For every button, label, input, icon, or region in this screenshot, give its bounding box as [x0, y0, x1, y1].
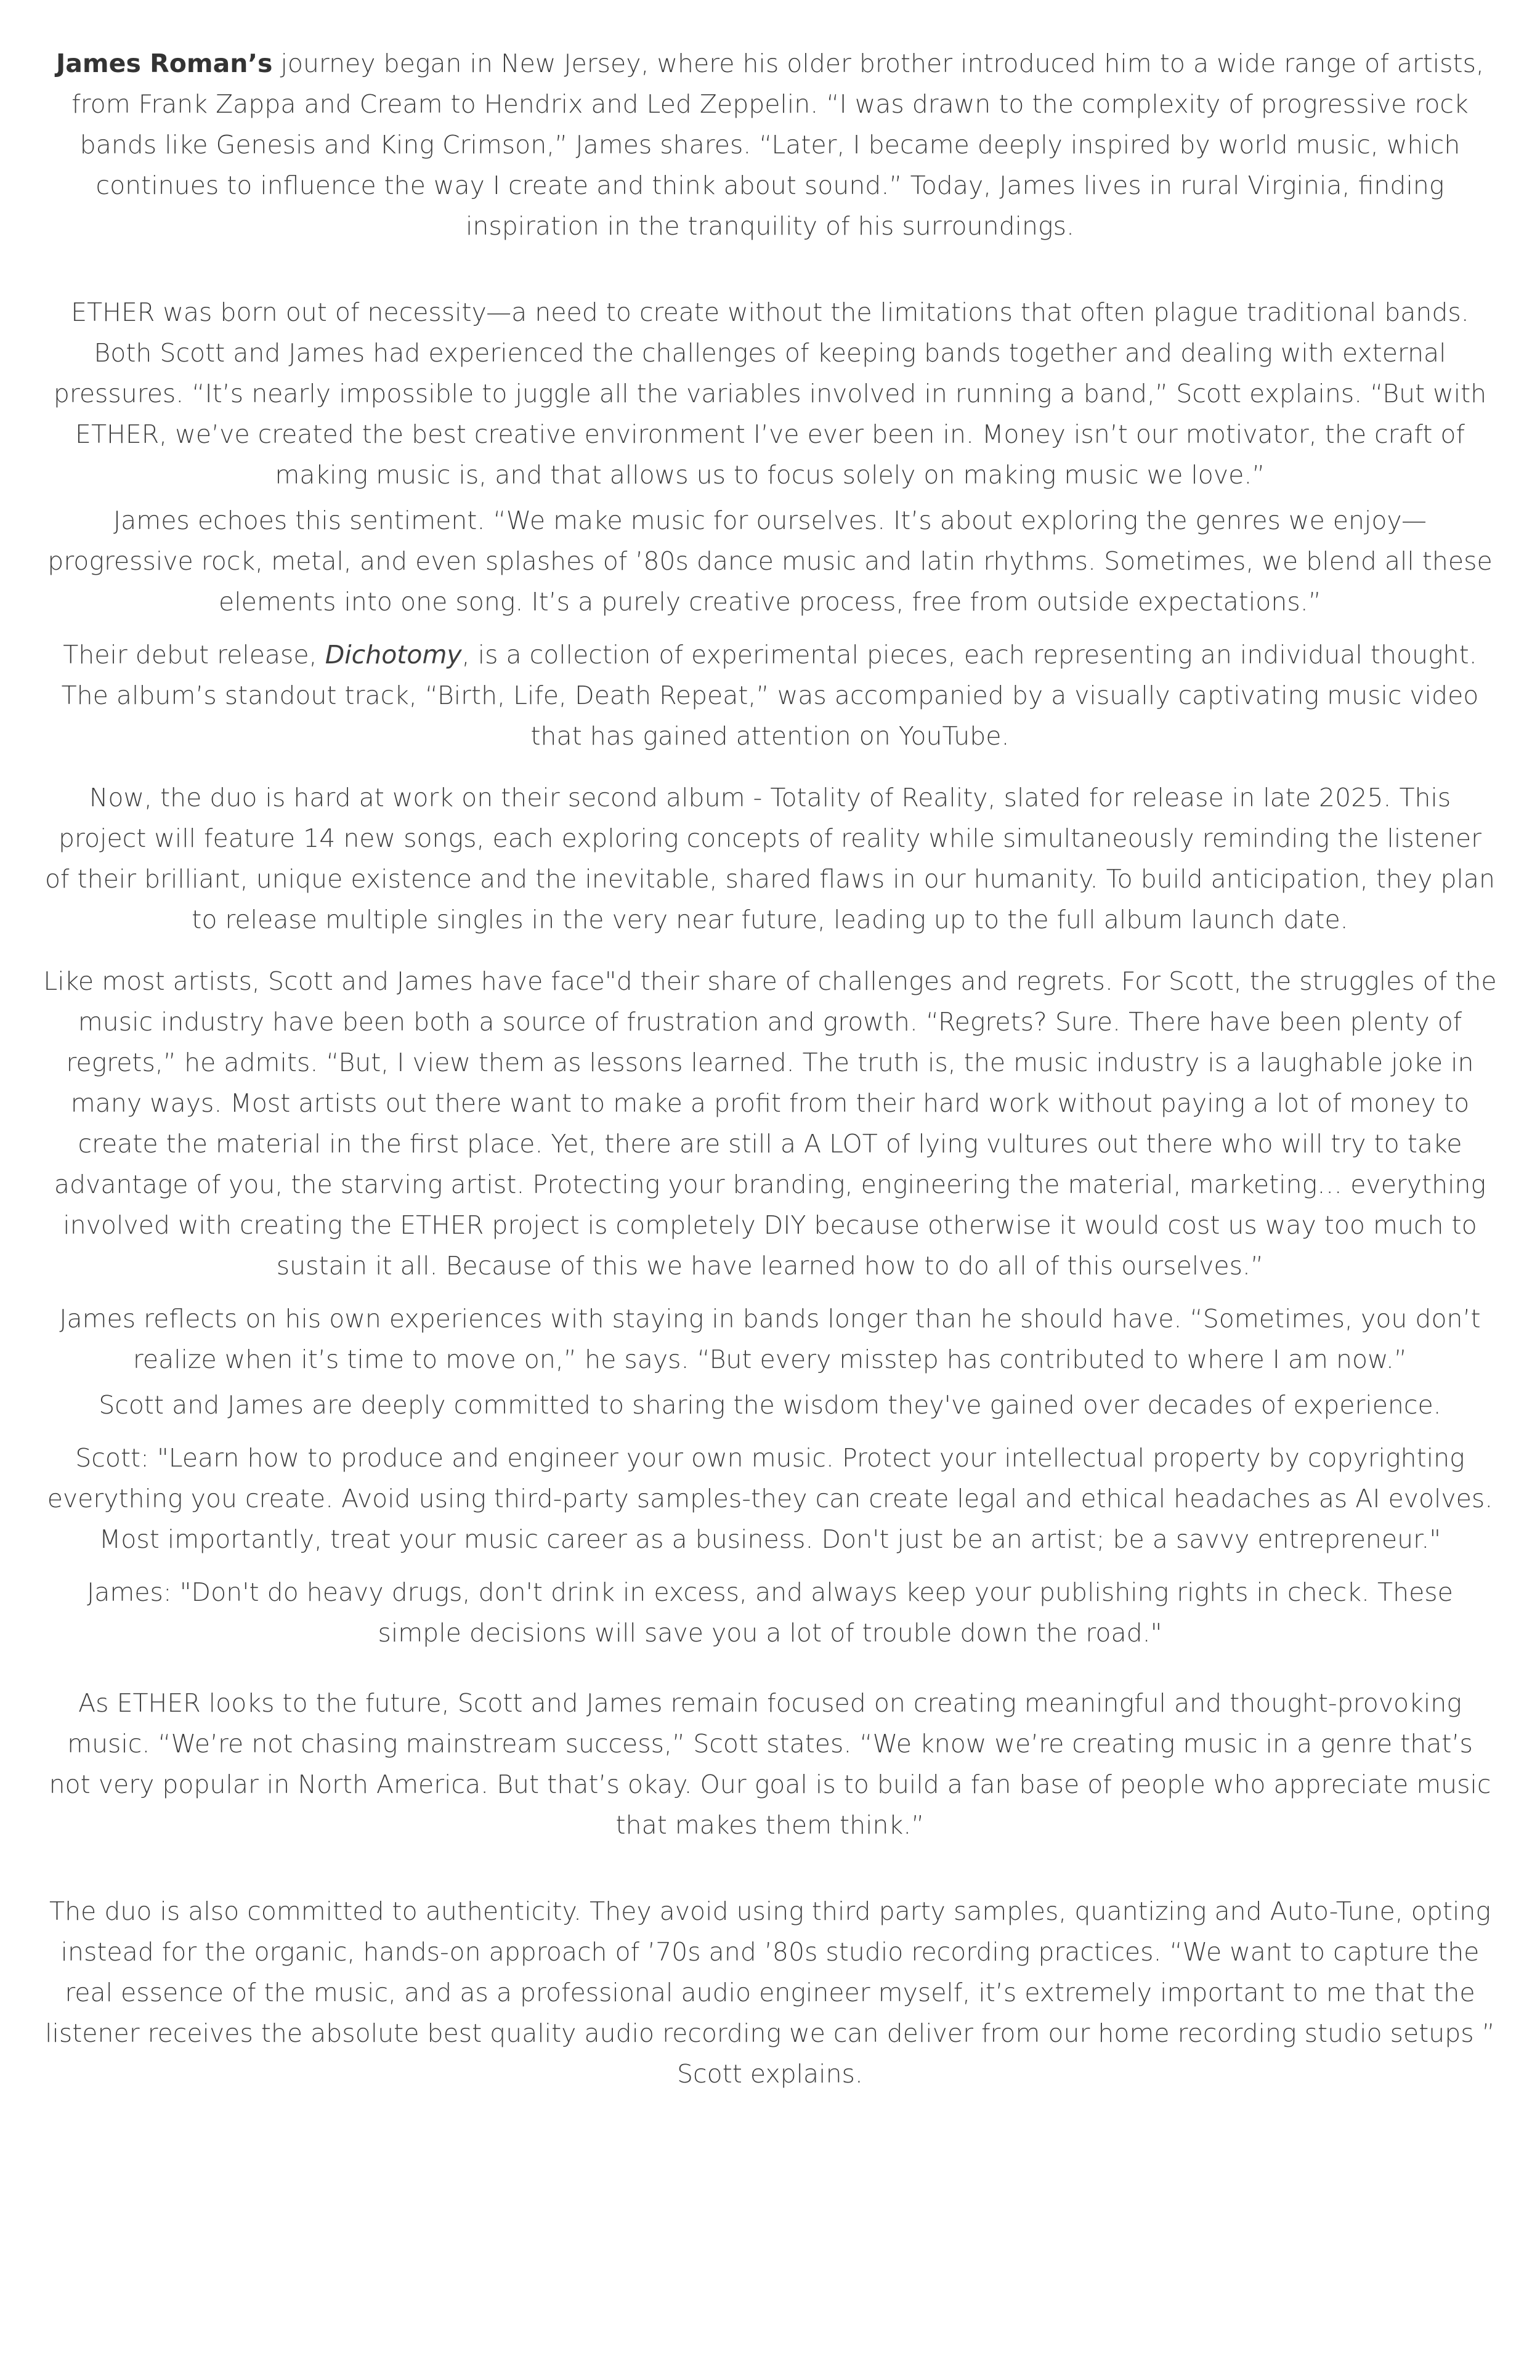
- article-body: [43, 43, 1497, 2094]
- paragraph-authenticity: The duo is also committed to authenticity. They avoid using third party samples, quantizing and Auto-Tune, opting instead for the organic, hands-on approach of ’70s and ’80s studio recording practices. “We want to capture the real essence of the music, and as a professional audio engineer myself, it’s extremely important to me that the listener receives the absolute best quality audio recording we can deliver from our home recording studio setups ” Scott explains.: [45, 1896, 1495, 2089]
- paragraph-james-advice: James: "Don't do heavy drugs, don't drink in excess, and always keep your publishing rights in check. These simple decisions will save you a lot of trouble down the road.": [87, 1577, 1453, 1648]
- paragraph-challenges-regrets: Like most artists, Scott and James have face"d their share of challenges and regrets. For Scott, the struggles of the music industry have been both a source of frustration and growth. “Regrets? Sure. There have been plenty of regrets,” he admits. “But, I view them as lessons learned. The truth is, the music industry is a laughable joke in many ways. Most artists out there want to make a profit from their hard work without paying a lot of money to create the material in the first place. Yet, there are still a A LOT of lying vultures out there who will try to take advantage of you, the starving artist. Protecting your branding, engineering the material, marketing… everything involved with creating the ETHER project is completely DIY because otherwise it would cost us way too much to sustain it all. Because of this we have learned how to do all of this ourselves.”: [43, 966, 1497, 1281]
- paragraph-scott-advice: Scott: "Learn how to produce and engineer your own music. Protect your intellectual property by copyrighting everything you create. Avoid using third-party samples-they can create legal and ethical headaches as AI evolves. Most importantly, treat your music career as a business. Don't just be an artist; be a savvy entrepreneur.": [47, 1443, 1493, 1554]
- artist-name-james-roman: James Roman’s: [56, 49, 273, 78]
- paragraph-james-sentiment: James echoes this sentiment. “We make music for ourselves. It’s about exploring the genres we enjoy—progressive rock, metal, and even splashes of ’80s dance music and latin rhythms. Sometimes, we blend all these elements into one song. It’s a purely creative process, free from outside expectations.”: [47, 506, 1493, 617]
- paragraph-future-focus: As ETHER looks to the future, Scott and James remain focused on creating meaningful and thought-provoking music. “We’re not chasing mainstream success,” Scott states. “We know we’re creating music in a genre that’s not very popular in North America. But that’s okay. Our goal is to build a fan base of people who appreciate music that makes them think.”: [49, 1688, 1491, 1840]
- paragraph-wisdom-intro: Scott and James are deeply committed to sharing the wisdom they've gained over decades of experience.: [99, 1390, 1441, 1420]
- paragraph-second-album: Now, the duo is hard at work on their second album - Totality of Reality, slated for release in late 2025. This project will feature 14 new songs, each exploring concepts of reality while simultaneously reminding the listener of their brilliant, unique existence and the inevitable, shared flaws in our humanity. To build anticipation, they plan to release multiple singles in the very near future, leading up to the full album launch date.: [44, 783, 1496, 934]
- paragraph-text: Their debut release,: [63, 640, 325, 670]
- album-title-dichotomy: Dichotomy: [325, 640, 462, 670]
- paragraph-james-reflects: James reflects on his own experiences with staying in bands longer than he should have. “Sometimes, you don’t realize when it’s time to move on,” he says. “But every misstep has contributed to where I am now.”: [59, 1304, 1481, 1374]
- paragraph-james-origin: [43, 43, 1497, 246]
- paragraph-debut-release: [43, 634, 1497, 756]
- paragraph-text: , is a collection of experimental pieces, each representing an individual thought. The album’s standout track, “Birth, Life, Death Repeat,” was accompanied by a visually captivating music video that has gained attention on YouTube.: [61, 640, 1479, 751]
- paragraph-text: journey began in New Jersey, where his older brother introduced him to a wide range of artists, from Frank Zappa and Cream to Hendrix and Led Zeppelin. “I was drawn to the complexity of progressive rock bands like Genesis and King Crimson,” James shares. “Later, I became deeply inspired by world music, which continues to influence the way I create and think about sound.” Today, James lives in rural Virginia, finding inspiration in the tranquility of his surroundings.: [71, 49, 1484, 241]
- paragraph-ether-origin: ETHER was born out of necessity—a need to create without the limitations that often plague traditional bands. Both Scott and James had experienced the challenges of keeping bands together and dealing with external pressures. “It’s nearly impossible to juggle all the variables involved in running a band,” Scott explains. “But with ETHER, we’ve created the best creative environment I’ve ever been in. Money isn’t our motivator, the craft of making music is, and that allows us to focus solely on making music we love.”: [53, 298, 1487, 490]
